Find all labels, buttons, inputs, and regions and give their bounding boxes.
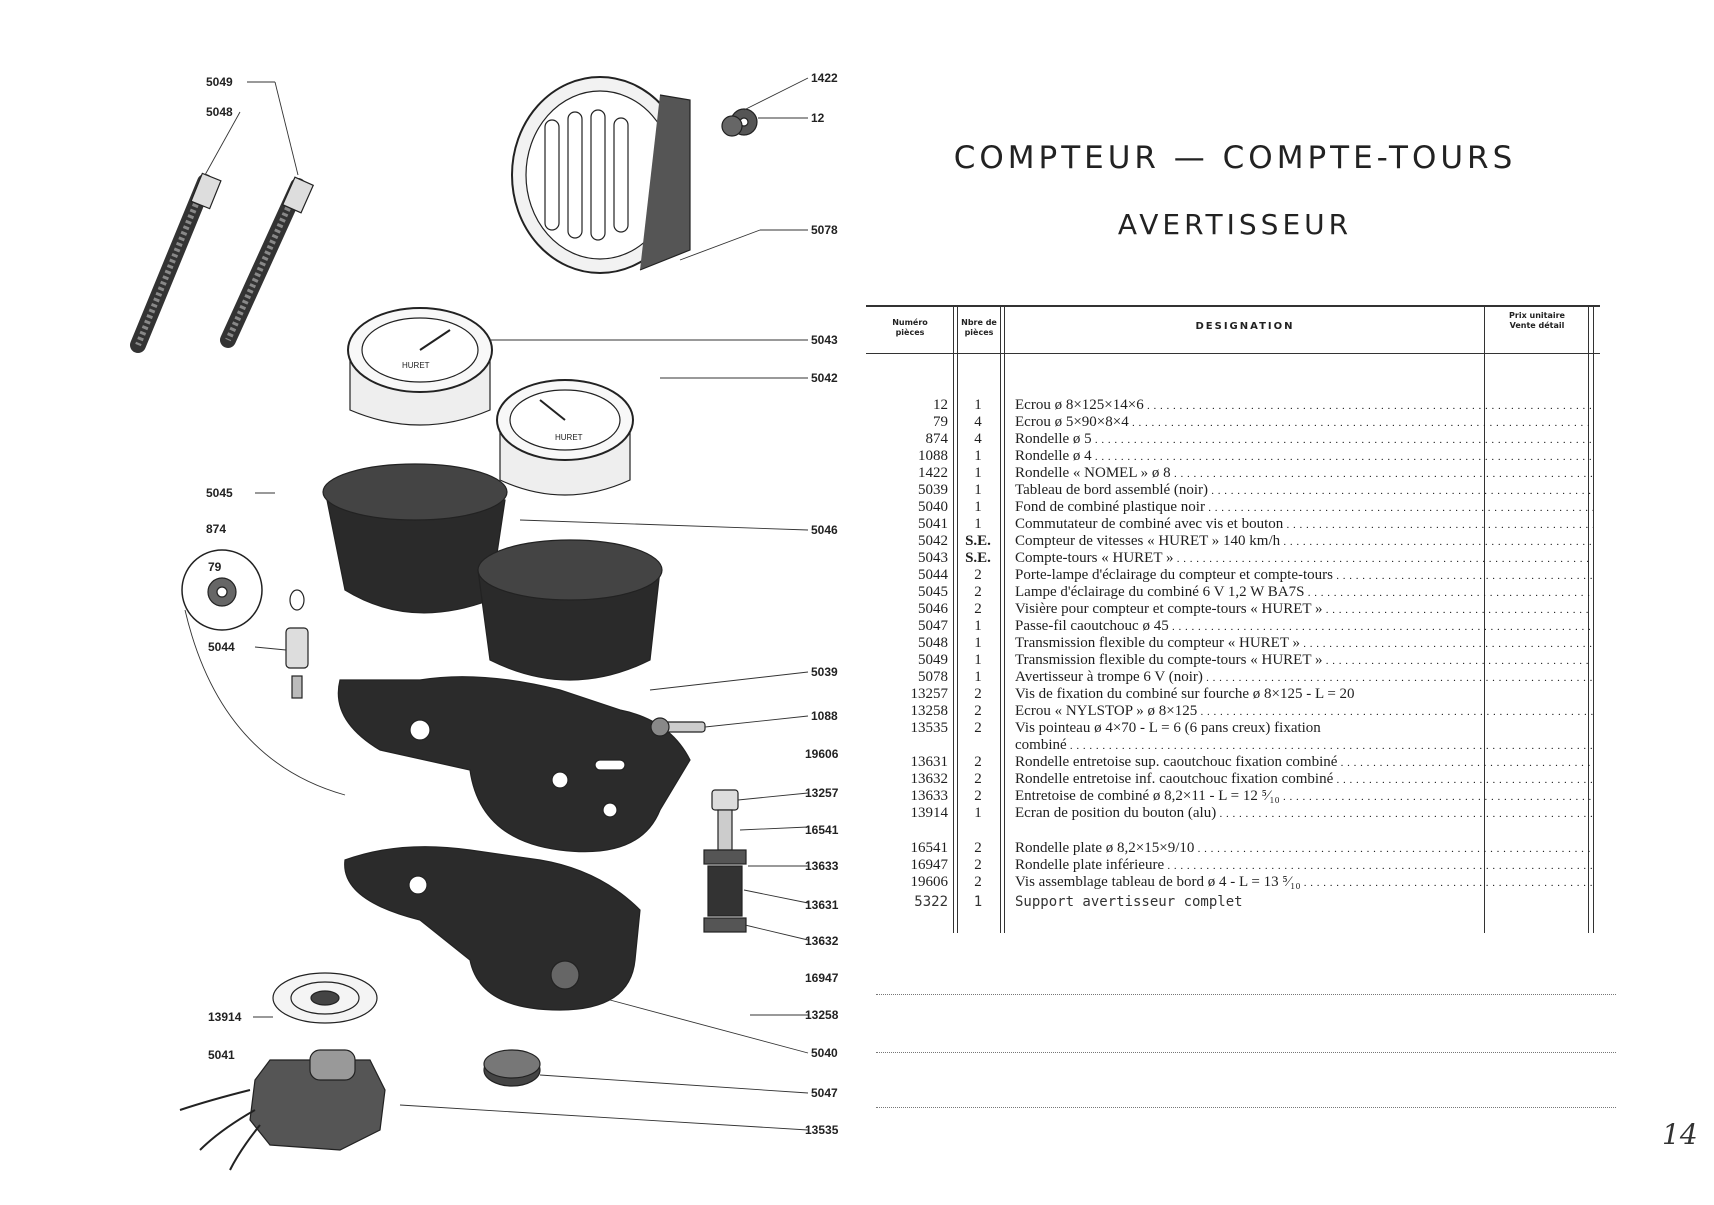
table-row	[866, 482, 1600, 499]
table-row	[866, 448, 1600, 465]
part-number: 5039	[918, 482, 948, 498]
part-number: 79	[933, 414, 948, 430]
part-quantity: 1	[974, 669, 982, 685]
part-designation: Rondelle « NOMEL » ø 8 . . .	[1015, 465, 1593, 483]
part-number: 5040	[918, 499, 948, 515]
table-row	[866, 618, 1600, 635]
table-row	[866, 720, 1600, 737]
part-number: 13633	[910, 788, 948, 804]
callout-13535: 13535	[805, 1123, 839, 1137]
callout-5043: 5043	[811, 333, 838, 347]
part-number: 5043	[918, 550, 948, 566]
part-quantity: 2	[974, 771, 982, 787]
part-quantity: 1	[974, 805, 982, 821]
part-number: 874	[925, 431, 948, 447]
header-prix-line1: Prix unitaire	[1509, 311, 1565, 320]
part-designation: Transmission flexible du compteur « HURET » . . .	[1015, 635, 1593, 653]
part-quantity: 1	[974, 482, 982, 498]
part-number: 5048	[918, 635, 948, 651]
table-row	[866, 686, 1600, 703]
part-designation: Transmission flexible du compte-tours « HURET » . . .	[1015, 652, 1593, 670]
header-nbre	[958, 318, 1000, 338]
header-prix	[1486, 311, 1588, 331]
table-row	[866, 533, 1600, 550]
callout-5044: 5044	[208, 640, 235, 654]
callout-16541: 16541	[805, 823, 839, 837]
flexible-cable-5049	[228, 177, 313, 340]
part-number: 5049	[918, 652, 948, 668]
callout-12: 12	[811, 111, 825, 125]
part-designation: Entretoise de combiné ø 8,2×11 - L = 12 ⁵⁄₁₀ . . .	[1015, 788, 1593, 806]
table-top-border	[866, 305, 1600, 307]
part-number: 16947	[910, 857, 948, 873]
table-row	[866, 771, 1600, 788]
table-row	[866, 499, 1600, 516]
header-numero-line1: Numéro	[892, 318, 928, 327]
part-designation: Tableau de bord assemblé (noir) . . .	[1015, 482, 1593, 500]
callout-874: 874	[206, 522, 227, 536]
part-designation: Vis assemblage tableau de bord ø 4 - L = 13 ⁵⁄₁₀ . . .	[1015, 874, 1593, 892]
part-designation: Avertisseur à trompe 6 V (noir) . . .	[1015, 669, 1593, 687]
table-row	[866, 874, 1600, 891]
table-row	[866, 652, 1600, 669]
part-designation: Lampe d'éclairage du combiné 6 V 1,2 W BA7S . . .	[1015, 584, 1593, 602]
part-quantity: 4	[974, 414, 982, 430]
page-subtitle: AVERTISSEUR	[1117, 208, 1353, 241]
callout-13632: 13632	[805, 934, 839, 948]
callout-5042: 5042	[811, 371, 838, 385]
table-row	[866, 703, 1600, 720]
speedometer-gauge	[497, 380, 633, 495]
part-number: 12	[933, 397, 948, 413]
dashboard-plate-5039	[338, 677, 690, 852]
part-designation: Vis de fixation du combiné sur fourche ø 8×125 - L = 20	[1015, 686, 1355, 702]
callout-5040: 5040	[811, 1046, 838, 1060]
table-row	[866, 840, 1600, 857]
part-quantity: S.E.	[965, 533, 991, 549]
table-row	[866, 635, 1600, 652]
part-designation: Rondelle plate inférieure . . .	[1015, 857, 1593, 875]
position-screen-13914	[273, 973, 377, 1023]
callout-5045: 5045	[206, 486, 233, 500]
callout-19606: 19606	[805, 747, 839, 761]
part-quantity: 4	[974, 431, 982, 447]
part-designation: Compte-tours « HURET » . . .	[1015, 550, 1593, 568]
table-row	[866, 857, 1600, 874]
part-number: 13631	[910, 754, 948, 770]
page-title: COMPTEUR — COMPTE-TOURS	[953, 140, 1517, 176]
callout-79: 79	[208, 560, 222, 574]
header-designation: DESIGNATION	[1195, 321, 1295, 332]
part-quantity: 1	[974, 499, 982, 515]
part-number: 1088	[918, 448, 948, 464]
table-row	[866, 431, 1600, 448]
part-designation: Ecran de position du bouton (alu) . . .	[1015, 805, 1593, 823]
parts-table	[866, 305, 1600, 933]
fixing-screw-stack	[704, 790, 746, 932]
blank-line	[876, 994, 1616, 995]
callout-13258: 13258	[805, 1008, 839, 1022]
callout-5046: 5046	[811, 523, 838, 537]
table-row	[866, 737, 1600, 754]
horn-avertisseur	[512, 77, 690, 273]
callout-13633: 13633	[805, 859, 839, 873]
part-designation: Vis pointeau ø 4×70 - L = 6 (6 pans creux) fixation	[1015, 720, 1321, 736]
part-number: 13535	[910, 720, 948, 736]
part-number: 5078	[918, 669, 948, 685]
nut-79-detail	[182, 550, 262, 630]
part-number: 13632	[910, 771, 948, 787]
part-quantity: 1	[974, 652, 982, 668]
part-quantity: 2	[974, 857, 982, 873]
part-quantity: 2	[974, 874, 982, 890]
part-designation: Fond de combiné plastique noir . . .	[1015, 499, 1593, 517]
visor-5046-left	[323, 464, 507, 613]
part-number: 19606	[910, 874, 948, 890]
base-5040	[345, 847, 640, 1010]
header-numero	[870, 318, 950, 338]
callout-1088: 1088	[811, 709, 838, 723]
part-quantity: S.E.	[965, 550, 991, 566]
callout-13257: 13257	[805, 786, 839, 800]
part-designation: Compteur de vitesses « HURET » 140 km/h . . .	[1015, 533, 1593, 551]
part-designation: Rondelle entretoise sup. caoutchouc fixation combiné . . .	[1015, 754, 1593, 772]
part-quantity: 2	[974, 703, 982, 719]
callout-1422: 1422	[811, 71, 838, 85]
speedometer-brand-label: HURET	[555, 433, 583, 442]
part-quantity: 2	[974, 720, 982, 736]
part-designation: combiné . . .	[1015, 737, 1593, 755]
part-number: 16541	[910, 840, 948, 856]
table-row	[866, 669, 1600, 686]
screw-19606	[651, 718, 705, 736]
part-number: 13258	[910, 703, 948, 719]
part-designation: Passe-fil caoutchouc ø 45 . . .	[1015, 618, 1593, 636]
callout-5049: 5049	[206, 75, 233, 89]
callout-5039: 5039	[811, 665, 838, 679]
page-number: 14	[1662, 1118, 1698, 1151]
part-designation: Rondelle ø 5 . . .	[1015, 431, 1593, 449]
part-number: 5322	[914, 894, 948, 910]
visor-5046-right	[478, 540, 662, 680]
header-nbre-line1: Nbre de	[961, 318, 997, 327]
part-designation: Ecrou « NYLSTOP » ø 8×125 . . .	[1015, 703, 1593, 721]
part-designation: Support avertisseur complet	[1015, 894, 1243, 910]
part-quantity: 1	[974, 516, 982, 532]
tachometer-brand-label: HURET	[402, 361, 430, 370]
part-number: 13914	[910, 805, 948, 821]
part-designation: Ecrou ø 8×125×14×6 . . .	[1015, 397, 1593, 415]
table-row	[866, 397, 1600, 414]
part-quantity: 2	[974, 754, 982, 770]
part-quantity: 1	[974, 618, 982, 634]
part-quantity: 1	[974, 397, 982, 413]
table-row	[866, 601, 1600, 618]
part-designation: Rondelle plate ø 8,2×15×9/10 . . .	[1015, 840, 1593, 858]
table-header-divider	[866, 353, 1600, 354]
flexible-cable-5048	[138, 173, 221, 345]
part-quantity: 1	[974, 448, 982, 464]
grommet-5047	[484, 1050, 540, 1086]
part-number: 5047	[918, 618, 948, 634]
part-number: 5044	[918, 567, 948, 583]
part-quantity: 1	[974, 465, 982, 481]
callout-5048: 5048	[206, 105, 233, 119]
part-quantity: 2	[974, 840, 982, 856]
part-designation: Rondelle entretoise inf. caoutchouc fixation combiné . . .	[1015, 771, 1593, 789]
switch-5041	[180, 1050, 385, 1170]
part-quantity: 2	[974, 788, 982, 804]
part-number: 5046	[918, 601, 948, 617]
callout-5078: 5078	[811, 223, 838, 237]
table-row	[866, 754, 1600, 771]
part-designation: Visière pour compteur et compte-tours « HURET » . . .	[1015, 601, 1593, 619]
table-row	[866, 805, 1600, 822]
table-row	[866, 584, 1600, 601]
part-quantity: 2	[974, 601, 982, 617]
table-row	[866, 516, 1600, 533]
table-row	[866, 788, 1600, 805]
part-quantity: 1	[973, 894, 983, 910]
part-quantity: 2	[974, 686, 982, 702]
part-number: 5045	[918, 584, 948, 600]
header-numero-line2: pièces	[895, 328, 925, 337]
part-designation: Porte-lampe d'éclairage du compteur et compte-tours . . .	[1015, 567, 1593, 585]
table-row	[866, 567, 1600, 584]
table-row-handwritten	[866, 894, 1600, 911]
part-designation: Rondelle ø 4 . . .	[1015, 448, 1593, 466]
callout-13631: 13631	[805, 898, 839, 912]
nut-12-washer-1422	[722, 109, 757, 136]
blank-line	[876, 1107, 1616, 1108]
callout-16947: 16947	[805, 971, 839, 985]
header-nbre-line2: pièces	[964, 328, 994, 337]
part-designation: Commutateur de combiné avec vis et bouton . . .	[1015, 516, 1593, 534]
part-number: 13257	[910, 686, 948, 702]
part-number: 5042	[918, 533, 948, 549]
table-row	[866, 550, 1600, 567]
callout-5041: 5041	[208, 1048, 235, 1062]
part-quantity: 1	[974, 635, 982, 651]
table-row	[866, 465, 1600, 482]
part-designation: Ecrou ø 5×90×8×4 . . .	[1015, 414, 1593, 432]
header-prix-line2: Vente détail	[1509, 321, 1565, 330]
lamp-holder-5044	[286, 590, 308, 698]
part-quantity: 2	[974, 567, 982, 583]
tachometer-gauge	[348, 308, 492, 425]
blank-line	[876, 1052, 1616, 1053]
table-row	[866, 414, 1600, 431]
part-quantity: 2	[974, 584, 982, 600]
callout-13914: 13914	[208, 1010, 242, 1024]
part-number: 1422	[918, 465, 948, 481]
callout-5047: 5047	[811, 1086, 838, 1100]
part-number: 5041	[918, 516, 948, 532]
